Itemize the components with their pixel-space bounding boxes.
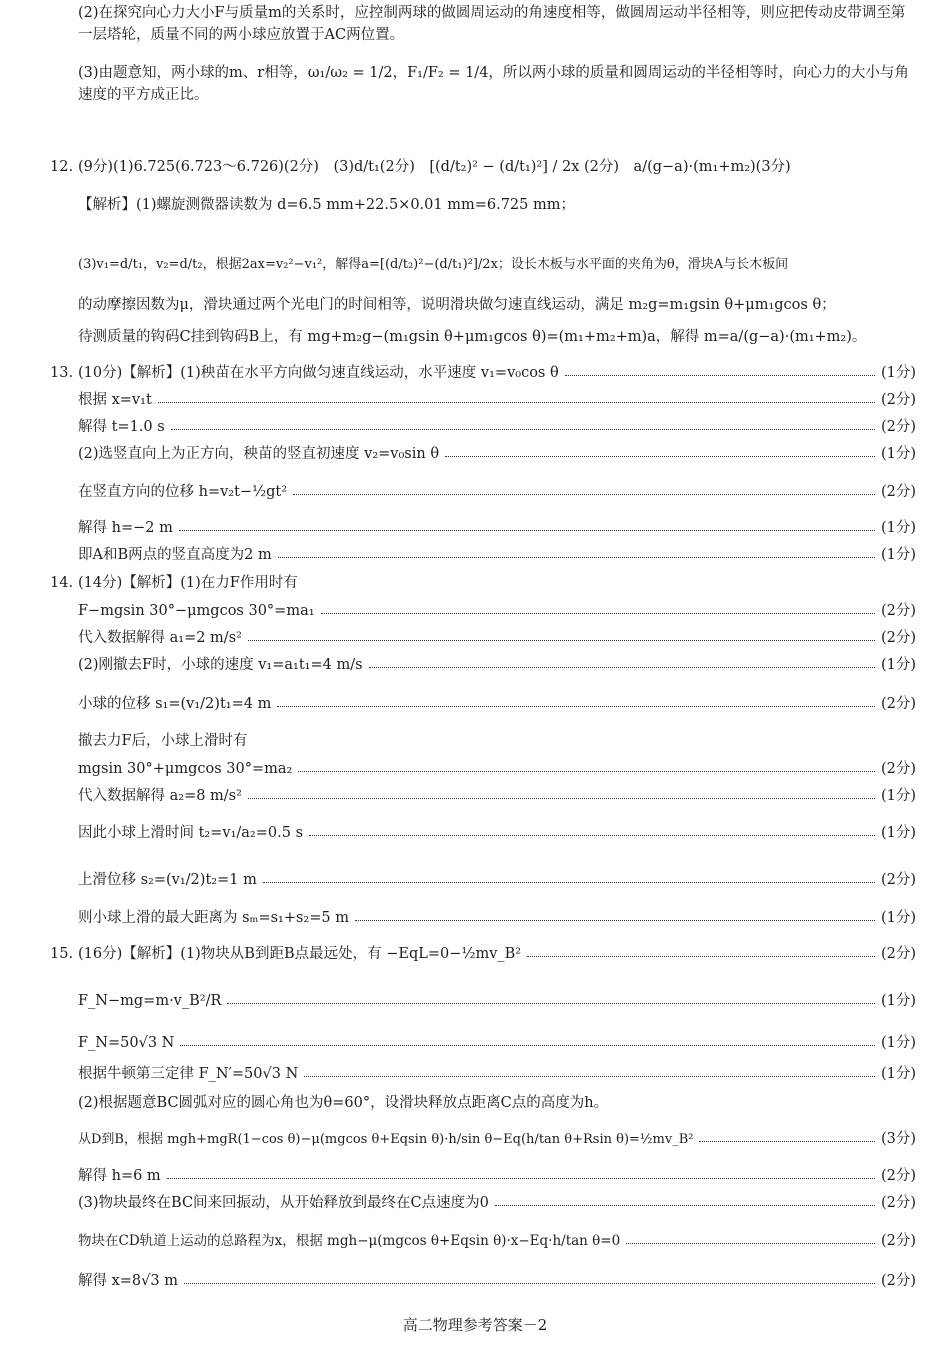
- q12-analysis-4: 待测质量的钩码C挂到钩码B上，有 mg+m₂g−(m₁gsin θ+μm₁gcos θ)=(m₁+m₂+m)a，解得 m=a/(g−a)·(m₁+m₂)。: [78, 329, 867, 345]
- q14-plain: 撤去力F后，小球上滑时有: [78, 733, 248, 749]
- q14-row: 小球的位移 s₁=(v₁/2)t₁=4 m (2分): [78, 696, 916, 712]
- q14-number: 14.: [50, 575, 74, 591]
- q15-row: 解得 h=6 m (2分): [78, 1168, 916, 1184]
- q15-row: 从D到B，根据 mgh+mgR(1−cos θ)−μ(mgcos θ+Eqsin θ)·h/sin θ−Eq(h/tan θ+Rsin θ)=½mv_B² (3分): [78, 1131, 916, 1147]
- q14-row: 代入数据解得 a₁=2 m/s² (2分): [78, 630, 916, 646]
- q13-row: (2)选竖直向上为正方向，秧苗的竖直初速度 v₂=v₀sin θ (1分): [78, 446, 916, 462]
- q15-plain: (2)根据题意BC圆弧对应的圆心角也为θ=60°，设滑块释放点距离C点的高度为h。: [78, 1095, 609, 1111]
- q13-number: 13.: [50, 365, 74, 381]
- q13-row: (10分)【解析】(1)秧苗在水平方向做匀速直线运动，水平速度 v₁=v₀cos θ (1分): [78, 365, 916, 381]
- q12-answer: (9分)(1)6.725(6.723～6.726)(2分) (3)d/t₁(2分) [(d/t₂)² − (d/t₁)²] / 2x (2分) a/(g−a)·(m₁+m₂)(3分): [78, 159, 791, 175]
- q11-part2: (2)在探究向心力大小F与质量m的关系时，应控制两球的做圆周运动的角速度相等，做圆周运动半径相等，则应把传动皮带调至第一层塔轮，质量不同的两小球应放置于AC两位置。: [78, 5, 906, 44]
- q15-row: F_N=50√3 N (1分): [78, 1035, 916, 1051]
- q14-row: F−mgsin 30°−μmgcos 30°=ma₁ (2分): [78, 603, 916, 619]
- q11-part3: (3)由题意知，两小球的m、r相等，ω₁/ω₂ = 1/2，F₁/F₂ = 1/4，所以两小球的质量和圆周运动的半径相等时，向心力的大小与角速度的平方成正比。: [78, 65, 909, 104]
- q14-row: 代入数据解得 a₂=8 m/s² (1分): [78, 788, 916, 804]
- q13-row: 解得 h=−2 m (1分): [78, 520, 916, 536]
- q12-analysis-2: (3)v₁=d/t₁，v₂=d/t₂，根据2ax=v₂²−v₁²，解得a=[(d/t₂)²−(d/t₁)²]/2x；设长木板与水平面的夹角为θ，滑块A与长木板间: [78, 257, 789, 272]
- q13-row: 即A和B两点的竖直高度为2 m (1分): [78, 547, 916, 563]
- q15-row: F_N−mg=m·v_B²/R (1分): [78, 993, 916, 1009]
- q12-number: 12.: [50, 159, 74, 175]
- q15-row: (3)物块最终在BC间来回振动，从开始释放到最终在C点速度为0 (2分): [78, 1195, 916, 1211]
- q15-row: 解得 x=8√3 m (2分): [78, 1273, 916, 1289]
- q13-row: 在竖直方向的位移 h=v₂t−½gt² (2分): [78, 484, 916, 500]
- page-footer: 高二物理参考答案－2: [402, 1316, 548, 1334]
- q12-analysis-1: 【解析】(1)螺旋测微器读数为 d=6.5 mm+22.5×0.01 mm=6.725 mm；: [78, 197, 575, 213]
- q15-row: (16分)【解析】(1)物块从B到距B点最远处，有 −EqL=0−½mv_B² (2分): [78, 946, 916, 962]
- q14-row: mgsin 30°+μmgcos 30°=ma₂ (2分): [78, 761, 916, 777]
- q14-heading: (14分)【解析】(1)在力F作用时有: [78, 575, 298, 591]
- q12-analysis-3: 的动摩擦因数为μ，滑块通过两个光电门的时间相等，说明滑块做匀速直线运动，满足 m₂g=m₁gsin θ+μm₁gcos θ；: [78, 297, 836, 313]
- q13-row: 根据 x=v₁t (2分): [78, 392, 916, 408]
- q13-row: 解得 t=1.0 s (2分): [78, 419, 916, 435]
- q15-row: 物块在CD轨道上运动的总路程为x，根据 mgh−μ(mgcos θ+Eqsin θ)·x−Eq·h/tan θ=0 (2分): [78, 1232, 916, 1249]
- q14-row: 则小球上滑的最大距离为 sₘ=s₁+s₂=5 m (1分): [78, 910, 916, 926]
- q14-row: 上滑位移 s₂=(v₁/2)t₂=1 m (2分): [78, 872, 916, 888]
- q14-row: 因此小球上滑时间 t₂=v₁/a₂=0.5 s (1分): [78, 825, 916, 841]
- q15-row: 根据牛顿第三定律 F_N′=50√3 N (1分): [78, 1066, 916, 1082]
- q14-row: (2)刚撤去F时，小球的速度 v₁=a₁t₁=4 m/s (1分): [78, 657, 916, 673]
- q15-number: 15.: [50, 946, 74, 962]
